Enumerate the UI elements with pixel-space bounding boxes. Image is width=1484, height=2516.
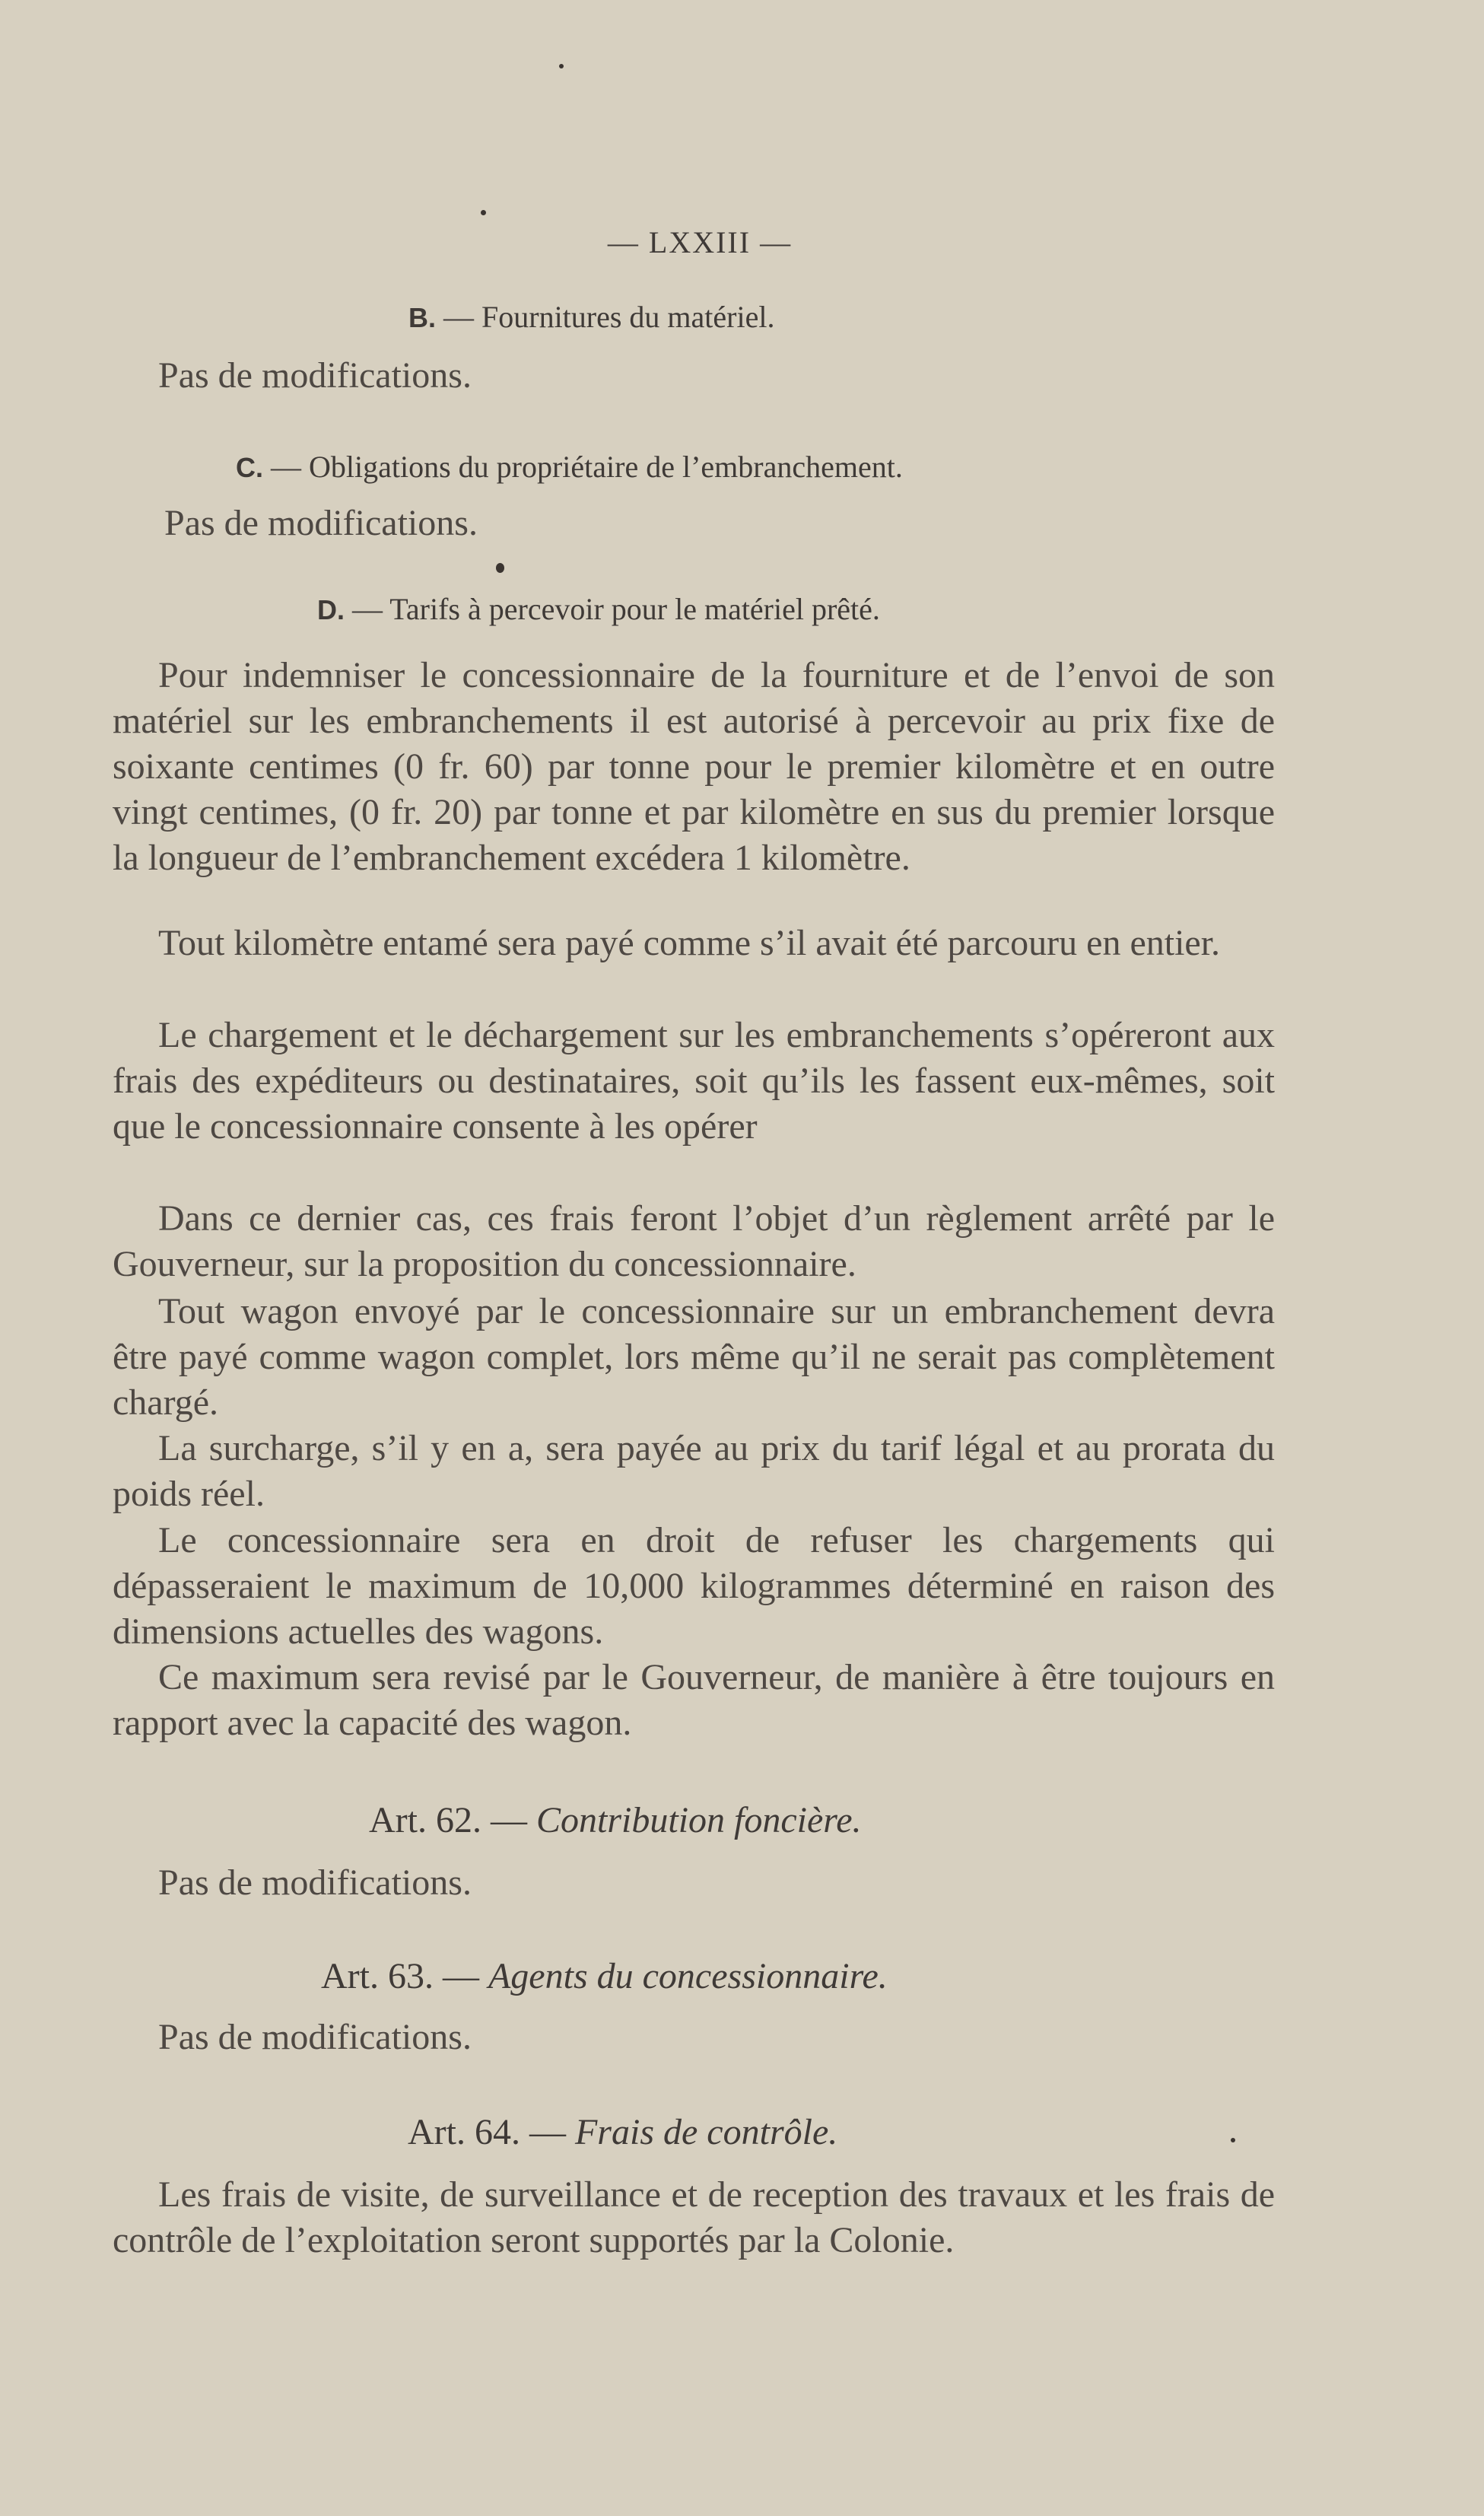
section-b-title: — Fournitures du matériel. <box>443 300 775 334</box>
art-62-number: Art. 62. — <box>369 1800 527 1840</box>
section-c-letter: C. <box>236 452 263 483</box>
section-d-letter: D. <box>317 594 345 625</box>
art-64-title: Frais de contrôle. <box>574 2112 838 2152</box>
art-62-note: Pas de modifications. <box>158 1862 472 1903</box>
section-d-paragraph: Le chargement et le déchargement sur les embranchements s’opéreront aux frais des expéditeurs ou destinataires, soit qu’ils les fassent eux-mêmes, soit que le concessionnaire consente à les opérer <box>113 1015 1275 1147</box>
section-b-note: Pas de modifications. <box>158 355 472 396</box>
art-63-number: Art. 63. — <box>321 1956 479 1996</box>
art-62-title: Contribution foncière. <box>535 1800 862 1840</box>
section-d-paragraph: Tout kilomètre entamé sera payé comme s’il avait été parcouru en entier. <box>158 923 1221 963</box>
section-c-heading <box>236 449 903 485</box>
section-c-note: Pas de modifications. <box>164 503 478 543</box>
ink-speck <box>1231 2138 1235 2142</box>
section-c-title: — Obligations du propriétaire de l’embranchement. <box>271 450 903 484</box>
art-64-heading <box>408 2111 837 2153</box>
ink-speck <box>559 64 564 68</box>
art-64-paragraph: Les frais de visite, de surveillance et de reception des travaux et les frais de contrôle de l’exploitation seront supportés par la Colonie. <box>113 2174 1275 2260</box>
section-b-heading <box>408 299 774 335</box>
section-d-paragraph: Pour indemniser le concessionnaire de la fourniture et de l’envoi de son matériel sur les embranchements il est autorisé à percevoir au prix fixe de soixante centimes (0 fr. 60) par tonne pour le premier kilomètre et en outre vingt centimes, (0 fr. 20) par tonne et par kilomètre en sus du premier lorsque la longueur de l’embranchement excédera 1 kilomètre. <box>113 655 1275 878</box>
art-63-title: Agents du concessionnaire. <box>488 1956 888 1996</box>
page-folio: — LXXIII — <box>607 225 793 259</box>
section-d-heading <box>317 591 880 627</box>
section-b-letter: B. <box>408 302 436 333</box>
art-64-number: Art. 64. — <box>408 2112 566 2152</box>
art-63-heading <box>321 1955 888 1997</box>
ink-speck <box>496 563 504 573</box>
section-d-paragraph: Le concessionnaire sera en droit de refuser les chargements qui dépasseraient le maximum de 10,000 kilogrammes déterminé en raison des dimensions actuelles des wagons. <box>113 1520 1275 1652</box>
ink-speck <box>481 210 486 215</box>
section-d-paragraph: Dans ce dernier cas, ces frais feront l’objet d’un règlement arrêté par le Gouverneur, sur la proposition du concessionnaire. <box>113 1198 1275 1284</box>
section-d-paragraph: La surcharge, s’il y en a, sera payée au prix du tarif légal et au prorata du poids réel. <box>113 1428 1275 1514</box>
section-d-paragraph: Ce maximum sera revisé par le Gouverneur, de manière à être toujours en rapport avec la capacité des wagon. <box>113 1657 1275 1743</box>
section-d-paragraph: Tout wagon envoyé par le concessionnaire sur un embranchement devra être payé comme wagon complet, lors même qu’il ne serait pas complètement chargé. <box>113 1291 1275 1423</box>
art-63-note: Pas de modifications. <box>158 2017 472 2057</box>
art-62-heading <box>369 1799 862 1841</box>
section-d-title: — Tarifs à percevoir pour le matériel prêté. <box>352 592 880 626</box>
